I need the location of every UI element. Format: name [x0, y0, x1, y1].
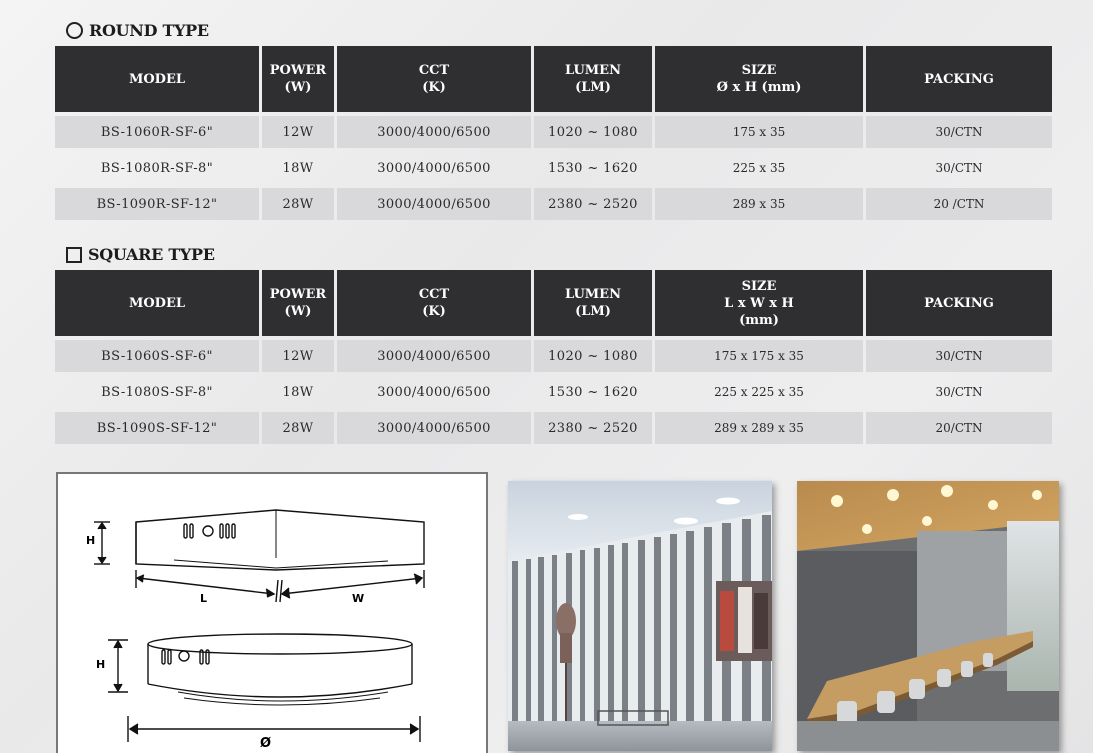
table-row	[55, 376, 1052, 408]
cell-lumen: 2380 ~ 2520	[534, 188, 652, 220]
cell-power: 28W	[262, 412, 334, 444]
cell-cct: 3000/4000/6500	[337, 188, 531, 220]
table-row	[55, 412, 1052, 444]
cell-size: 289 x 289 x 35	[655, 412, 863, 444]
header-size: SIZE L x W x H (mm)	[655, 270, 863, 336]
retail-scene-image	[508, 481, 772, 751]
cell-power: 12W	[262, 116, 334, 148]
header-packing: PACKING	[866, 46, 1052, 112]
label-h-square: H	[86, 534, 96, 547]
table-row	[55, 188, 1052, 220]
cell-packing: 30/CTN	[866, 340, 1052, 372]
cell-lumen: 1020 ~ 1080	[534, 340, 652, 372]
cell-cct: 3000/4000/6500	[377, 384, 491, 400]
cell-size: 175 x 35	[655, 116, 863, 148]
cell-power: 18W	[282, 160, 314, 176]
cell-size: 225 x 35	[732, 161, 786, 175]
round-type-heading	[66, 21, 209, 40]
cell-model: BS-1080S-SF-8"	[101, 384, 213, 400]
cell-size: 175 x 175 x 35	[655, 340, 863, 372]
table-header-row	[55, 270, 1052, 336]
label-w: W	[352, 592, 365, 605]
square-type-title: SQUARE TYPE	[88, 245, 215, 264]
cell-model: BS-1090S-SF-12"	[55, 412, 259, 444]
header-cct: CCT (K)	[337, 270, 531, 336]
cell-packing: 30/CTN	[935, 161, 983, 175]
square-type-heading	[66, 245, 215, 264]
table-row	[55, 340, 1052, 372]
cell-cct: 3000/4000/6500	[337, 340, 531, 372]
dimension-diagram	[56, 472, 488, 753]
circle-icon	[66, 22, 83, 39]
cell-cct: 3000/4000/6500	[377, 160, 491, 176]
conference-scene-image	[797, 481, 1059, 751]
cell-size: 225 x 225 x 35	[714, 385, 804, 399]
label-l: L	[200, 592, 208, 605]
cell-model: BS-1060R-SF-6"	[55, 116, 259, 148]
table-header-row	[55, 46, 1052, 112]
cell-lumen: 1020 ~ 1080	[534, 116, 652, 148]
cell-lumen: 2380 ~ 2520	[534, 412, 652, 444]
table-row	[55, 152, 1052, 184]
cell-power: 18W	[282, 384, 314, 400]
photo-conference-room	[797, 481, 1059, 751]
header-lumen: LUMEN (LM)	[534, 270, 652, 336]
cell-packing: 30/CTN	[935, 385, 983, 399]
cell-packing: 20/CTN	[866, 412, 1052, 444]
label-h-round: H	[96, 658, 106, 671]
header-cct: CCT (K)	[337, 46, 531, 112]
cell-lumen: 1530 ~ 1620	[548, 160, 638, 176]
cell-cct: 3000/4000/6500	[337, 116, 531, 148]
cell-power: 28W	[262, 188, 334, 220]
header-packing: PACKING	[866, 270, 1052, 336]
cell-packing: 20 /CTN	[866, 188, 1052, 220]
label-diameter: Ø	[260, 736, 272, 751]
photo-retail-interior	[508, 481, 772, 751]
cell-size: 289 x 35	[655, 188, 863, 220]
round-type-title: ROUND TYPE	[89, 21, 209, 40]
cell-model: BS-1060S-SF-6"	[55, 340, 259, 372]
cell-lumen: 1530 ~ 1620	[548, 384, 638, 400]
cell-model: BS-1080R-SF-8"	[100, 160, 214, 176]
square-spec-table	[52, 266, 1055, 448]
header-size: SIZE Ø x H (mm)	[655, 46, 863, 112]
cell-packing: 30/CTN	[866, 116, 1052, 148]
header-power: POWER (W)	[262, 270, 334, 336]
table-row	[55, 116, 1052, 148]
square-icon	[66, 247, 82, 263]
dimension-drawing	[58, 474, 486, 753]
header-lumen: LUMEN (LM)	[534, 46, 652, 112]
cell-model: BS-1090R-SF-12"	[55, 188, 259, 220]
cell-power: 12W	[262, 340, 334, 372]
round-spec-table	[52, 42, 1055, 224]
header-power: POWER (W)	[262, 46, 334, 112]
header-model: MODEL	[55, 270, 259, 336]
header-model: MODEL	[55, 46, 259, 112]
cell-cct: 3000/4000/6500	[337, 412, 531, 444]
